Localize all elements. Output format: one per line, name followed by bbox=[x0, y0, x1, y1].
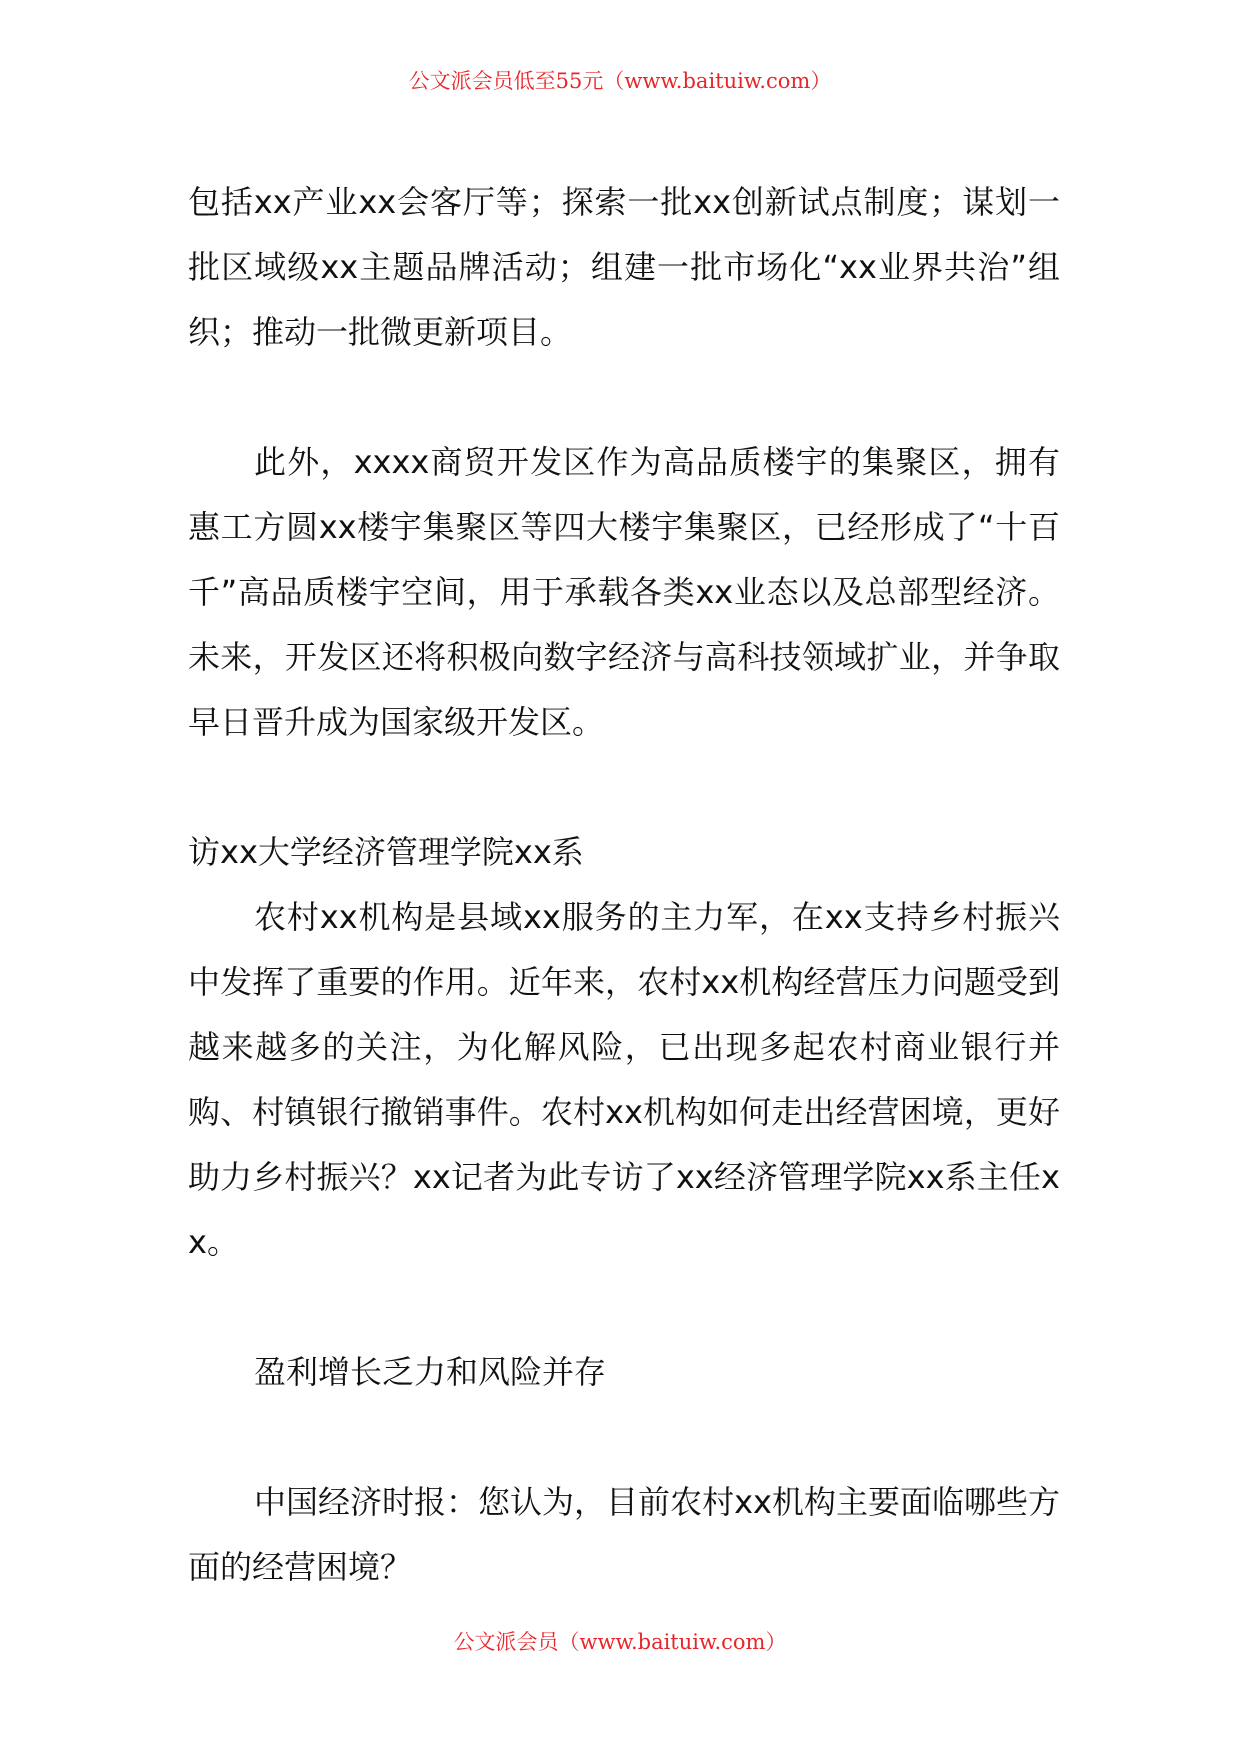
header-watermark-banner: 公文派会员低至55元（www.baituiw.com） bbox=[408, 69, 832, 93]
paragraph-1: 包括xx产业xx会客厅等；探索一批xx创新试点制度；谋划一批区域级xx主题品牌活动；组建一批市场化“xx业界共治”组织；推动一批微更新项目。 bbox=[188, 183, 1060, 351]
paragraph-2: 此外，xxxx商贸开发区作为高品质楼宇的集聚区，拥有惠工方圆xx楼宇集聚区等四大楼宇集聚区，已经形成了“十百千”高品质楼宇空间，用于承载各类xx业态以及总部型经济。未来，开发区还将积极向数字经济与高科技领域扩业，并争取早日晋升成为国家级开发区。 bbox=[188, 443, 1060, 741]
paragraph-4: 农村xx机构是县域xx服务的主力军，在xx支持乡村振兴中发挥了重要的作用。近年来，农村xx机构经营压力问题受到越来越多的关注，为化解风险，已出现多起农村商业银行并购、村镇银行撤销事件。农村xx机构如何走出经营困境，更好助力乡村振兴？xx记者为此专访了xx经济管理学院xx系主任xx。 bbox=[188, 898, 1060, 1261]
section-heading: 盈利增长乏力和风险并存 bbox=[254, 1353, 607, 1391]
footer-watermark-banner: 公文派会员（www.baituiw.com） bbox=[453, 1630, 787, 1654]
document-body bbox=[188, 170, 1060, 1600]
paragraph-6: 中国经济时报：您认为，目前农村xx机构主要面临哪些方面的经营困境？ bbox=[188, 1483, 1060, 1586]
section-subtitle: 访xx大学经济管理学院xx系 bbox=[188, 833, 584, 871]
